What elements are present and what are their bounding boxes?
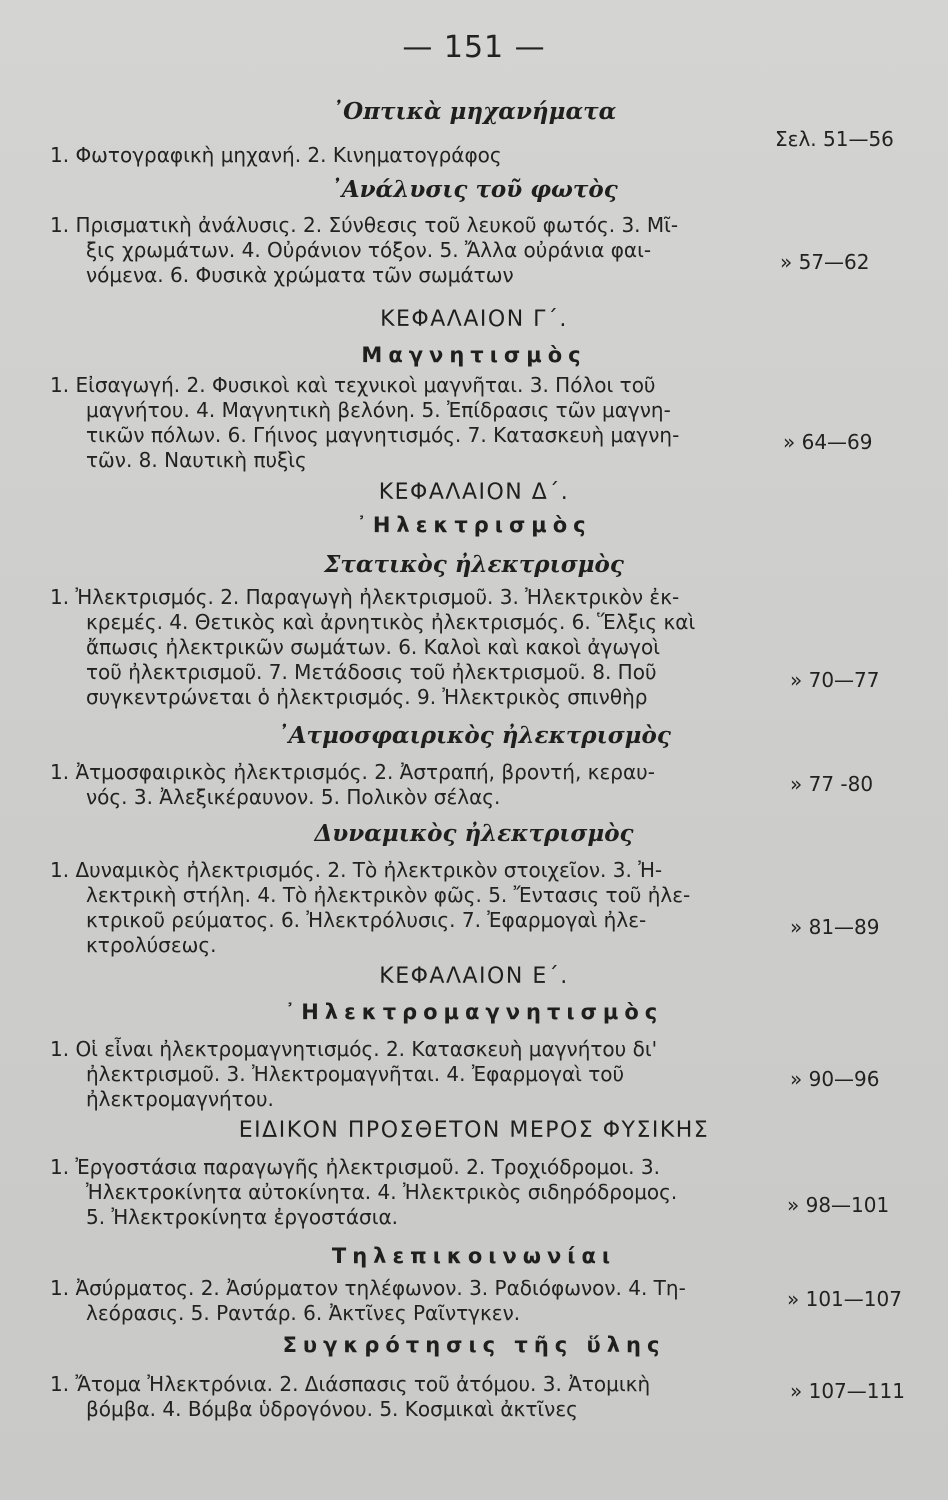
section-heading-magnetism: Μαγνητισμὸς (361, 343, 587, 367)
page-range: » 101—107 (787, 1287, 902, 1311)
chapter-heading-gamma: ΚΕΦΑΛΑΙΟΝ Γ΄. (380, 307, 568, 332)
entry-line: λεκτρικὴ στήλη. 4. Τὸ ἠλεκτρικὸν φῶς. 5. Ἔντασις τοῦ ἠλε- (86, 883, 691, 907)
section-heading-atmospheric-electricity: ᾿Ατμοσφαιρικὸς ἠλεκτρισμὸς (277, 722, 671, 749)
section-heading-structure-of-matter: Συγκρότησις τῆς ὕλης (282, 1333, 666, 1357)
toc-entry-dynamic-electricity (50, 858, 810, 958)
toc-entry-telecommunications (50, 1276, 810, 1326)
entry-line: 1. Εἰσαγωγή. 2. Φυσικοὶ καὶ τεχνικοὶ μαγνῆται. 3. Πόλοι τοῦ (50, 373, 656, 397)
toc-entry-atmospheric-electricity (50, 760, 810, 810)
entry-line: 1. Οἱ εἶναι ἠλεκτρομαγνητισμός. 2. Κατασκευὴ μαγνήτου δι' (50, 1037, 658, 1061)
section-heading-telecommunications: Τηλεπικοινωνίαι (331, 1244, 617, 1268)
page-range: » 90—96 (790, 1067, 880, 1091)
entry-line: νός. 3. Ἀλεξικέραυνον. 5. Πολικὸν σέλας. (86, 785, 501, 809)
page-number: — 151 — (402, 30, 546, 65)
toc-entry-light-analysis (50, 213, 810, 288)
page-range: » 57—62 (780, 250, 870, 274)
entry-line: τικῶν πόλων. 6. Γήινος μαγνητισμός. 7. Κατασκευὴ μαγνη- (86, 423, 680, 447)
page-range: » 70—77 (790, 668, 880, 692)
page-range: » 77 -80 (790, 772, 874, 796)
section-heading-dynamic-electricity: Δυναμικὸς ἠλεκτρισμὸς (314, 820, 634, 847)
chapter-heading-delta: ΚΕΦΑΛΑΙΟΝ Δ΄. (378, 480, 570, 505)
entry-line: 5. Ἠλεκτροκίνητα ἐργοστάσια. (86, 1205, 399, 1229)
entry-line: 1. Ἀσύρματος. 2. Ἀσύρματον τηλέφωνον. 3. Ραδιόφωνον. 4. Τη- (50, 1276, 686, 1300)
page-range: Σελ. 51—56 (775, 127, 894, 151)
chapter-heading-epsilon: ΚΕΦΑΛΑΙΟΝ Ε΄. (379, 964, 569, 989)
entry-line: Ἠλεκτροκίνητα αὐτοκίνητα. 4. Ἠλεκτρικὸς σιδηρόδρομος. (86, 1180, 678, 1204)
page-range: » 107—111 (790, 1379, 905, 1403)
entry-line: κτρικοῦ ρεύματος. 6. Ἠλεκτρόλυσις. 7. Ἐφαρμογαὶ ἠλε- (86, 908, 647, 932)
page-range: » 98—101 (787, 1193, 890, 1217)
section-heading-electricity: ᾿Ηλεκτρισμὸς (356, 513, 592, 537)
toc-entry-optical-instruments (50, 143, 810, 168)
entry-line: ἄπωσις ἠλεκτρικῶν σωμάτων. 6. Καλοὶ καὶ κακοὶ ἀγωγοὶ (86, 635, 660, 659)
section-heading-optical-instruments: ᾿Οπτικὰ μηχανήματα (331, 98, 617, 125)
entry-line: 1. Φωτογραφικὴ μηχανή. 2. Κινηματογράφος (50, 143, 502, 167)
toc-entry-industrial-applications (50, 1155, 810, 1230)
entry-line: 1. Ἠλεκτρισμός. 2. Παραγωγὴ ἠλεκτρισμοῦ. 3. Ἠλεκτρικὸν ἐκ- (50, 585, 680, 609)
page-range: » 64—69 (783, 430, 873, 454)
section-heading-electromagnetism: ᾿Ηλεκτρομαγνητισμὸς (284, 1000, 664, 1024)
entry-line: λεόρασις. 5. Ραντάρ. 6. Ἀκτῖνες Ραῖντγκεν. (86, 1301, 521, 1325)
toc-entry-structure-of-matter (50, 1372, 810, 1422)
entry-line: βόμβα. 4. Βόμβα ὑδρογόνου. 5. Κοσμικαὶ ἀκτῖνες (86, 1397, 578, 1421)
entry-line: ἠλεκτρισμοῦ. 3. Ἠλεκτρομαγνῆται. 4. Ἐφαρμογαὶ τοῦ (86, 1062, 625, 1086)
page-range: » 81—89 (790, 915, 880, 939)
entry-line: ἠλεκτρομαγνήτου. (86, 1087, 274, 1111)
entry-line: τῶν. 8. Ναυτικὴ πυξὶς (86, 448, 307, 472)
toc-entry-magnetism (50, 373, 810, 473)
entry-line: νόμενα. 6. Φυσικὰ χρώματα τῶν σωμάτων (86, 263, 514, 287)
entry-line: 1. Πρισματικὴ ἀνάλυσις. 2. Σύνθεσις τοῦ λευκοῦ φωτός. 3. Μῖ- (50, 213, 679, 237)
entry-line: τοῦ ἠλεκτρισμοῦ. 7. Μετάδοσις τοῦ ἠλεκτρισμοῦ. 8. Ποῦ (86, 660, 657, 684)
entry-line: 1. Ἄτομα Ἠλεκτρόνια. 2. Διάσπασις τοῦ ἀτόμου. 3. Ἀτομικὴ (50, 1372, 651, 1396)
toc-entry-electromagnetism (50, 1037, 810, 1112)
toc-entry-static-electricity (50, 585, 810, 710)
chapter-heading-special-part: ΕΙΔΙΚΟΝ ΠΡΟΣΘΕΤΟΝ ΜΕΡΟΣ ΦΥΣΙΚΗΣ (238, 1118, 710, 1143)
entry-line: μαγνήτου. 4. Μαγνητικὴ βελόνη. 5. Ἐπίδρασις τῶν μαγνη- (86, 398, 671, 422)
entry-line: κτρολύσεως. (86, 933, 217, 957)
entry-line: 1. Ἀτμοσφαιρικὸς ἠλεκτρισμός. 2. Ἀστραπή, βροντή, κεραυ- (50, 760, 655, 784)
entry-line: κρεμές. 4. Θετικὸς καὶ ἀρνητικὸς ἠλεκτρισμός. 6. Ἕλξις καὶ (86, 610, 696, 634)
entry-line: συγκεντρώνεται ὁ ἠλεκτρισμός. 9. Ἠλεκτρικὸς σπινθὴρ (86, 685, 648, 709)
entry-line: 1. Ἐργοστάσια παραγωγῆς ἠλεκτρισμοῦ. 2. Τροχιόδρομοι. 3. (50, 1155, 660, 1179)
entry-line: 1. Δυναμικὸς ἠλεκτρισμός. 2. Τὸ ἠλεκτρικὸν στοιχεῖον. 3. Ἠ- (50, 858, 663, 882)
entry-line: ξις χρωμάτων. 4. Οὐράνιον τόξον. 5. Ἄλλα οὐράνια φαι- (86, 238, 652, 262)
section-heading-light-analysis: ᾿Ανάλυσις τοῦ φωτὸς (330, 176, 618, 203)
section-heading-static-electricity: Στατικὸς ἠλεκτρισμὸς (324, 551, 624, 578)
